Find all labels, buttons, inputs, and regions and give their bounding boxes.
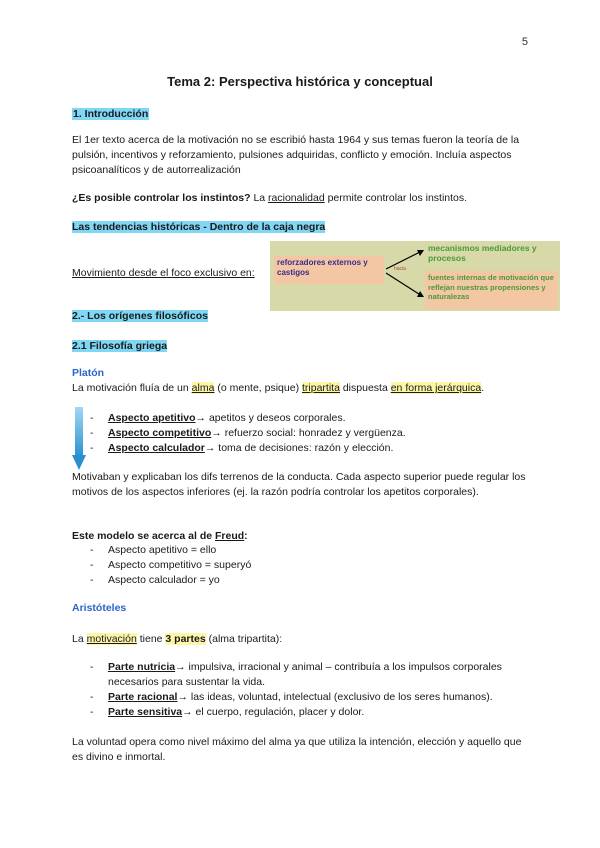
page-number: 5 [521,36,528,48]
partes-phrase: 3 partes [165,633,206,645]
platon-end: . [481,382,485,394]
filosofia-griega-text: 2.1 Filosofía griega [72,340,168,352]
intro-heading-text: 1. Introducción [73,108,149,120]
list-item [72,441,532,456]
arist-pre: La [72,633,87,645]
platon-aspects-list [72,411,532,456]
part-name: Parte sensitiva [108,706,183,718]
motivacion-word: motivación [86,633,137,645]
answer-post: permite controlar los instintos. [324,192,468,204]
racionalidad-word: racionalidad [268,192,325,204]
aristoteles-parts-list [72,660,532,720]
instintos-question [72,191,532,206]
list-item [72,411,532,426]
aspect-name: Aspecto calculador [108,442,205,454]
list-item: - Aspecto apetitivo = ello [72,543,532,558]
part-desc: → el cuerpo, regulación, placer y dolor. [182,706,365,718]
part-desc: → las ideas, voluntad, intelectual (exclusivo de los seres humanos). [177,691,493,703]
diagram-bottom-right: fuentes internas de motivación que reflejan nuestras propensiones y naturalezas [425,271,558,309]
arist-mid: tiene [136,633,166,645]
part-desc: → impulsiva, irracional y animal – contribuía a los impulsos corporales necesarios para sustentar la vida. [108,661,502,688]
list-item: - Aspecto calculador = yo [72,573,532,588]
intro-heading [72,104,149,122]
list-item [72,690,532,705]
platon-mid2: dispuesta [339,382,391,394]
aristoteles-closing: La voluntad opera como nivel máximo del alma ya que utiliza la intención, elección y aquello que es divino e inmortal. [72,736,522,763]
arrow-down [386,273,422,296]
intro-paragraph: El 1er texto acerca de la motivación no se escribió hasta 1964 y sus temas fueron la teoría de la pulsión, incentivos y reforzamiento, pulsiones adquiridas, conflicto y emoción. Incluía aspectos psicoanalíticos y de autorrealización [72,134,520,176]
freud-list [72,543,532,588]
tripartita-word: tripartita [301,382,340,394]
diagram-left-box: reforzadores externos y castigos [274,256,384,284]
freud-end: : [244,530,248,542]
tendencias-heading [72,220,325,235]
list-item [72,426,532,441]
aspect-desc: → refuerzo social: honradez y vergüenza. [211,427,406,439]
platon-intro [72,381,532,396]
platon-heading: Platón [72,367,105,379]
list-item [72,660,532,690]
alma-word: alma [191,382,215,394]
platon-paragraph: Motivaban y explicaban los difs terrenos de la conducta. Cada aspecto superior puede regular los motivos de los aspectos inferiores (ej. la razón podría controlar los apetitos corporales). [72,471,526,498]
platon-mid: (o mente, psique) [214,382,302,394]
arist-end: (alma tripartita): [205,633,283,645]
part-name: Parte racional [108,691,178,703]
jerarquica-phrase: en forma jerárquica [390,382,482,394]
aristoteles-intro [72,632,282,647]
answer-pre: La [250,192,269,204]
aspect-name: Aspecto competitivo [108,427,212,439]
freud-word: Freud [215,530,245,542]
caja-negra-diagram [270,241,560,311]
aspect-desc: → toma de decisiones: razón y elección. [204,442,394,454]
diagram-arrow-label: hacia [394,266,406,272]
freud-heading [72,529,248,544]
aspect-desc: → apetitos y deseos corporales. [195,412,346,424]
aspect-name: Aspecto apetitivo [108,412,196,424]
aristoteles-heading: Aristóteles [72,602,127,614]
origenes-heading [72,309,208,324]
freud-pre: Este modelo se acerca al de [72,530,215,542]
platon-pre: La motivación fluía de un [72,382,192,394]
diagram-top-right: mecanismos mediadores y procesos [428,243,537,263]
origenes-heading-text: 2.- Los orígenes filosóficos [72,310,208,322]
page-title: Tema 2: Perspectiva histórica y conceptual [167,74,433,89]
question-bold: ¿Es posible controlar los instintos? [72,192,251,204]
filosofia-griega-heading [72,339,167,354]
list-item: - Aspecto competitivo = superyó [72,558,532,573]
diagram-arrows [384,241,426,311]
list-item [72,705,532,720]
movement-label: Movimiento desde el foco exclusivo en: [72,267,255,279]
tendencias-heading-text: Las tendencias históricas - Dentro de la caja negra [72,221,326,233]
part-name: Parte nutricia [108,661,176,673]
